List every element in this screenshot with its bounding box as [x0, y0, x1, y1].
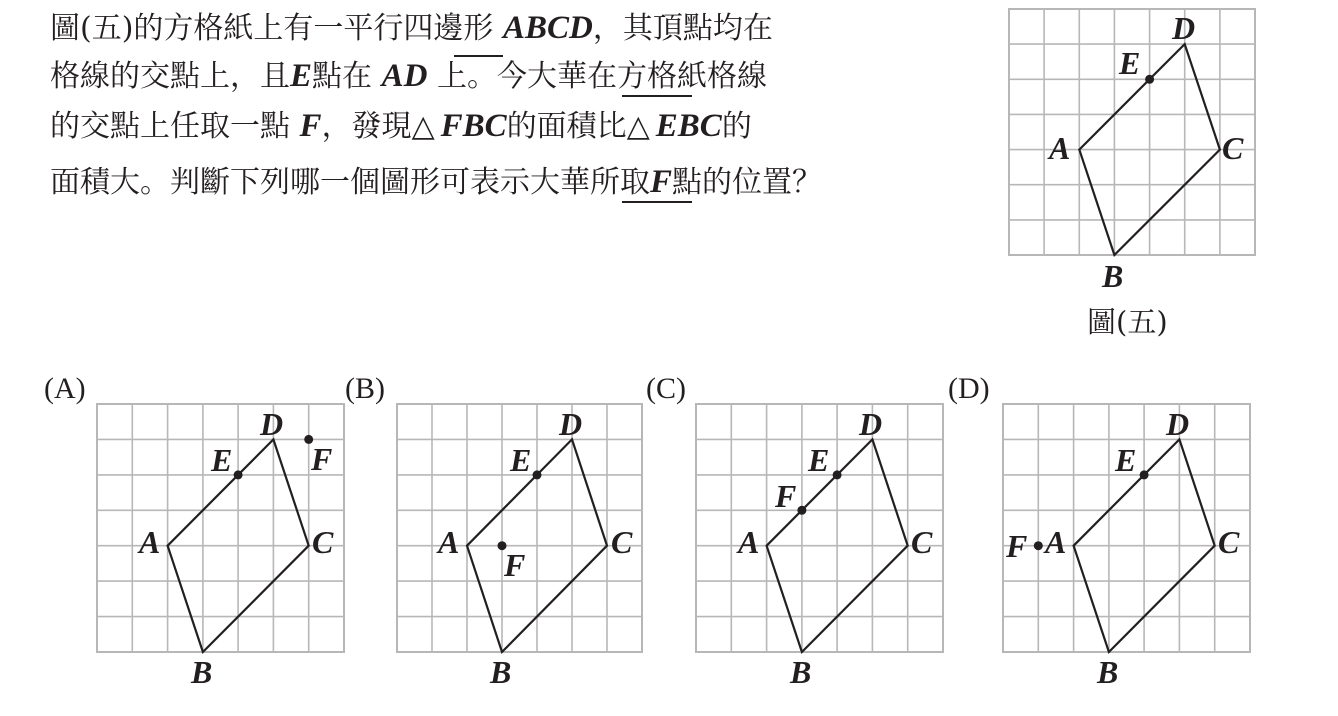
option-d-label-e: E — [1115, 442, 1137, 478]
option-d-label-f: F — [1006, 528, 1028, 564]
main-label-e: E — [1119, 45, 1141, 81]
option-d-label: (D) — [948, 372, 990, 405]
option-c-label-f: F — [775, 478, 797, 514]
option-a-label-a: A — [139, 524, 161, 560]
option-b-label-a: A — [438, 524, 460, 560]
option-b — [345, 372, 642, 690]
figure-caption: 圖(五) — [1087, 305, 1168, 339]
option-c-label-c: C — [911, 524, 933, 560]
option-c-label-a: A — [738, 524, 760, 560]
question-line-2: 格線的交點上，且E點在 AD 上。今大華在方格紙格線 — [50, 58, 767, 94]
option-c-label-d: D — [859, 406, 883, 442]
question-text — [50, 10, 822, 200]
option-b-label-d: D — [559, 406, 583, 442]
name-underlined-1: 大華 — [526, 59, 587, 94]
option-d-label-b: B — [1097, 654, 1119, 690]
option-a-label: (A) — [44, 372, 86, 405]
option-c-label: (C) — [646, 372, 686, 405]
option-d-label-c: C — [1218, 524, 1240, 560]
option-b-label-e: E — [510, 442, 532, 478]
question-line-4: 面積大。判斷下列哪一個圖形可表示大華所取F點的位置？ — [50, 164, 823, 200]
option-d-point-e — [1140, 470, 1149, 479]
question-line-3: 的交點上任取一點 F，發現△ FBC的面積比△ EBC的 — [50, 108, 752, 144]
option-d-label-d: D — [1166, 406, 1190, 442]
option-b-label-c: C — [611, 524, 633, 560]
option-d-label-a: A — [1045, 524, 1067, 560]
point-e — [1145, 75, 1154, 84]
option-b-label-b: B — [490, 654, 512, 690]
option-c — [646, 372, 943, 690]
option-c-label-b: B — [790, 654, 812, 690]
name-underlined-2: 大華 — [530, 165, 590, 200]
main-label-a: A — [1049, 130, 1071, 166]
option-a-label-f: F — [311, 441, 333, 477]
option-b-label: (B) — [345, 372, 385, 405]
segment-ad-label: AD — [381, 58, 428, 94]
option-a-label-c: C — [312, 524, 334, 560]
option-b-label-f: F — [504, 547, 526, 583]
main-label-c: C — [1222, 130, 1244, 166]
option-a — [44, 372, 344, 690]
main-label-d: D — [1172, 10, 1196, 46]
option-c-label-e: E — [808, 442, 830, 478]
option-a-label-d: D — [260, 406, 284, 442]
question-line-1: 圖(五)的方格紙上有一平行四邊形 ABCD，其頂點均在 — [50, 10, 773, 46]
option-d-point-f — [1034, 541, 1043, 550]
main-figure — [1009, 9, 1255, 339]
option-a-label-e: E — [211, 442, 233, 478]
option-a-point-e — [234, 470, 243, 479]
option-d — [948, 372, 1250, 690]
option-c-point-e — [833, 470, 842, 479]
option-a-label-b: B — [191, 654, 213, 690]
option-c-point-f — [797, 506, 806, 515]
main-label-b: B — [1102, 258, 1124, 294]
option-b-point-e — [533, 470, 542, 479]
